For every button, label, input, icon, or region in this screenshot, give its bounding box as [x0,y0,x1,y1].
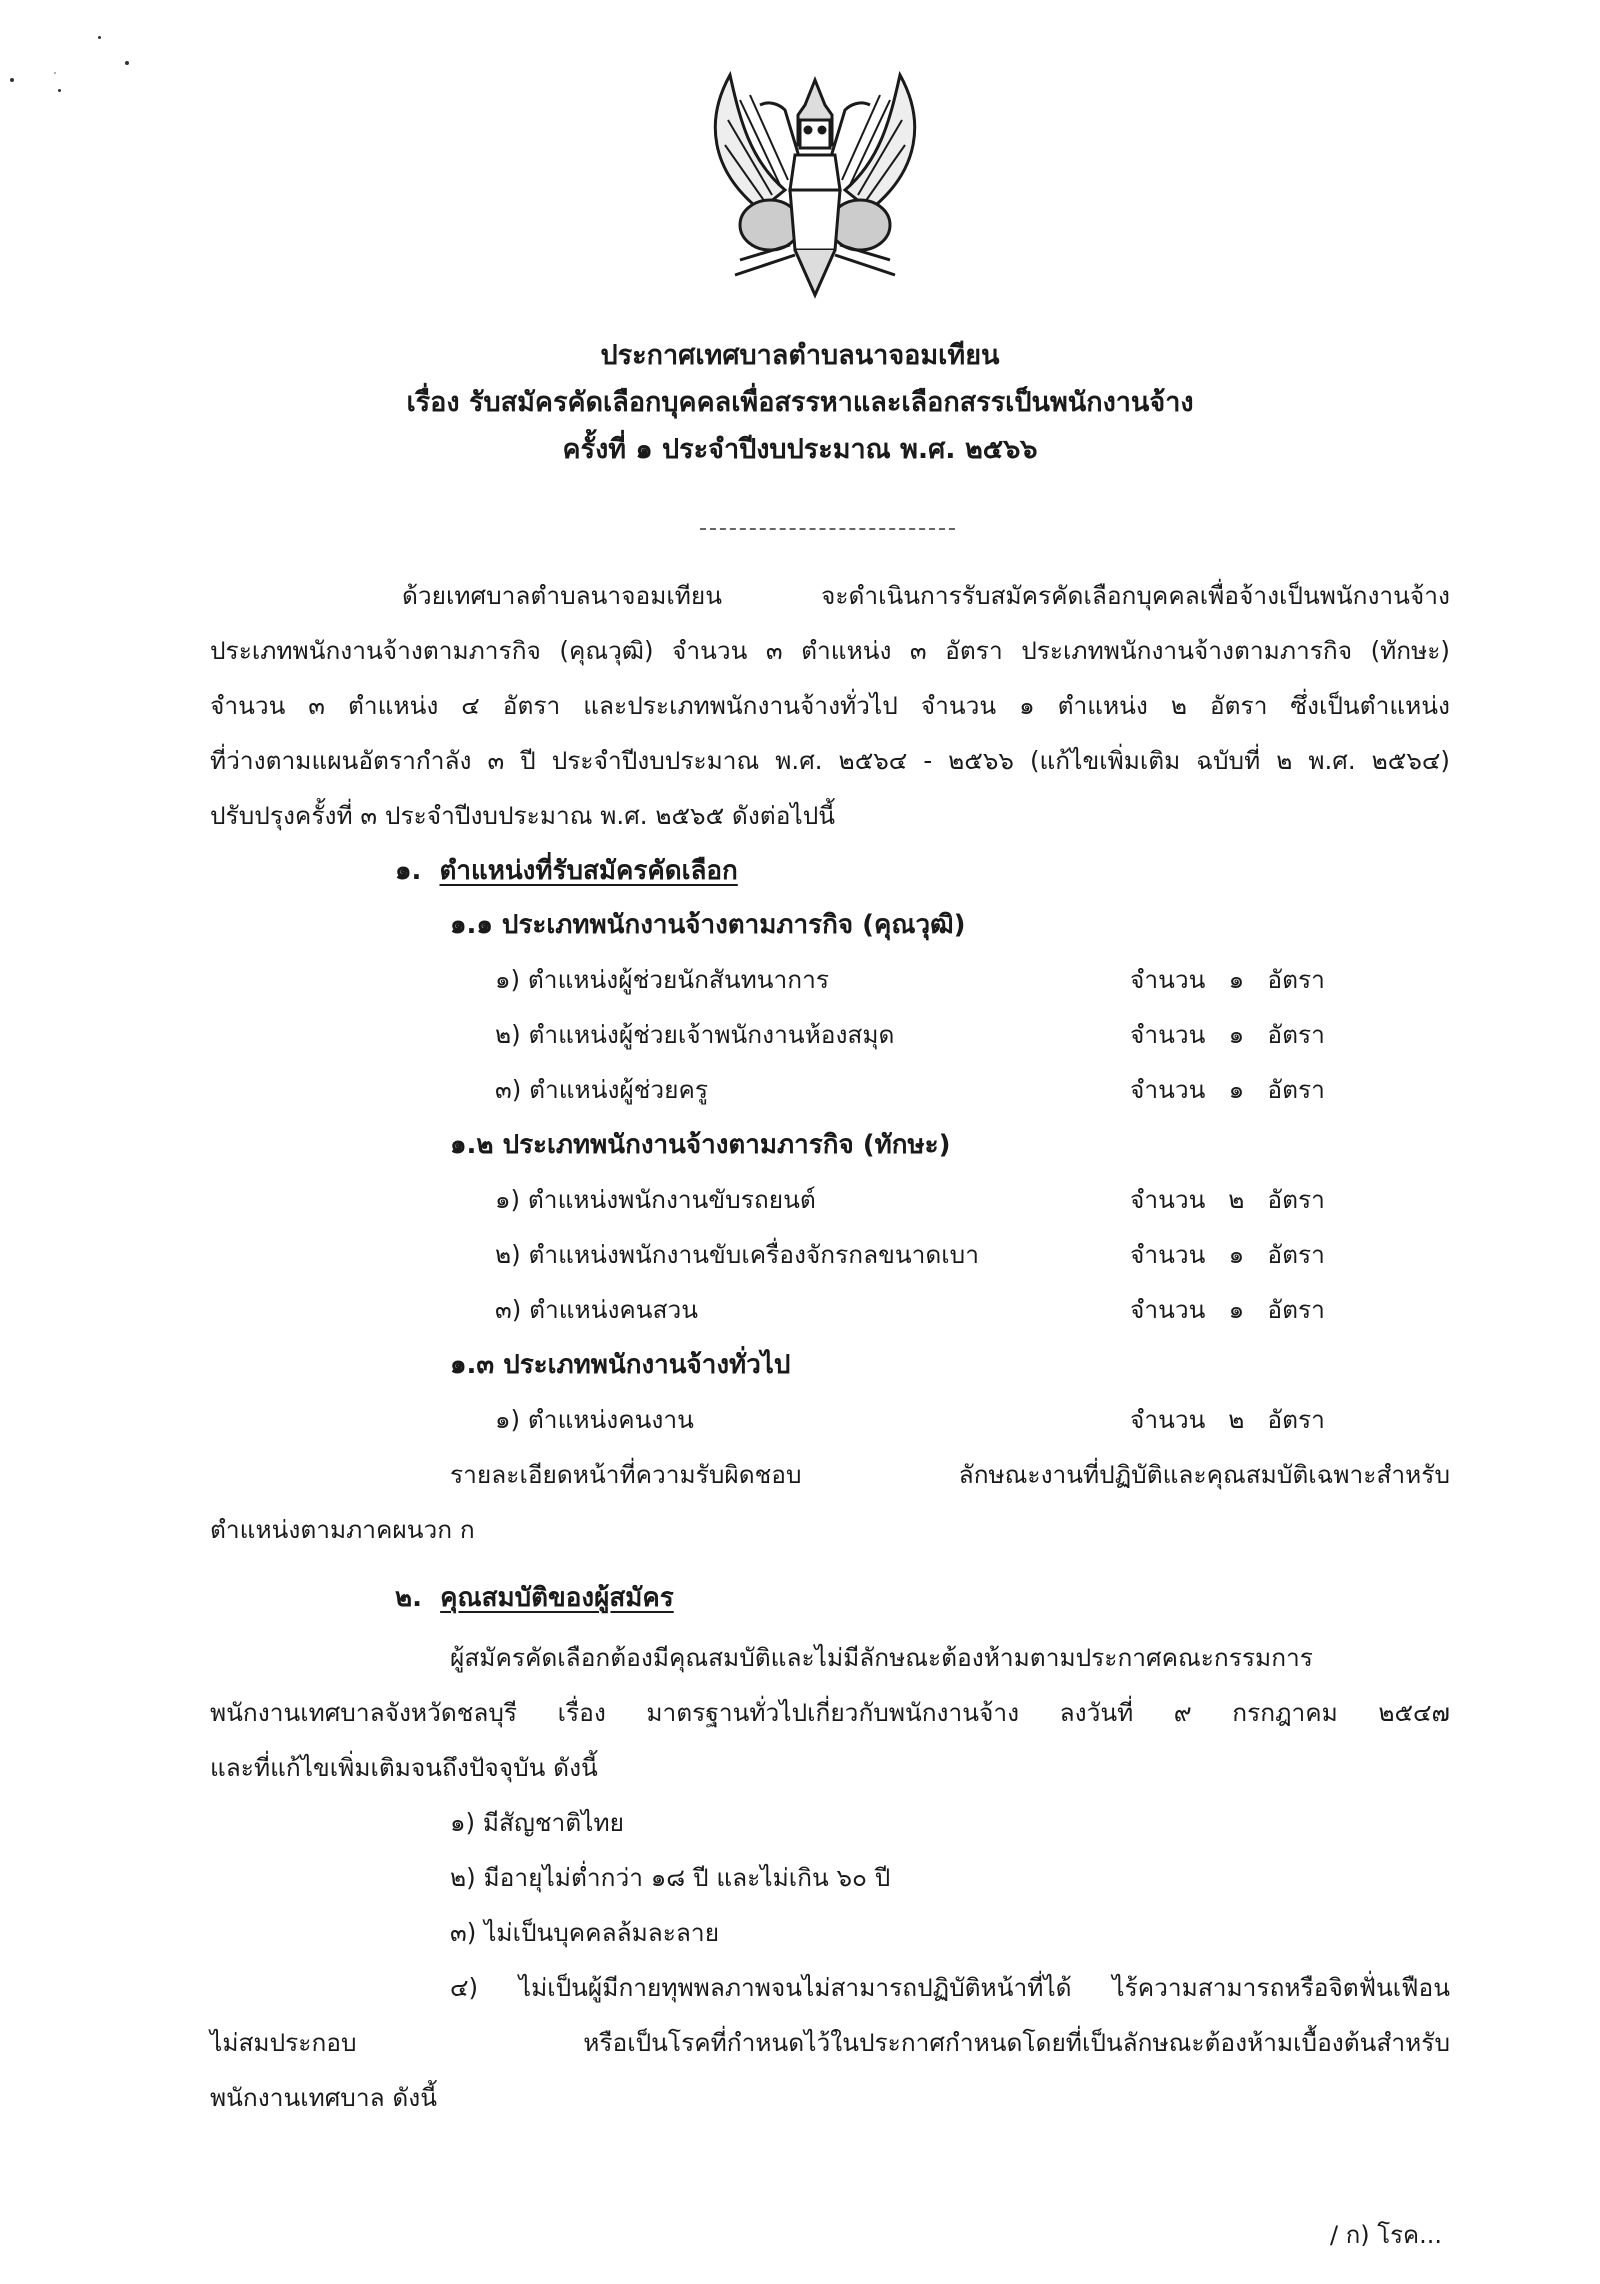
group-heading: ๑.๓ ประเภทพนักงานจ้างทั่วไป [450,1350,791,1380]
section2-heading [395,1580,674,1616]
scan-speck [10,78,14,82]
qualification-item: ๔) ไม่เป็นผู้มีกายทุพพลภาพจนไม่สามารถปฏิบัติหน้าที่ได้ ไร้ความสามารถหรือจิตฟั่นเฟือน [450,1973,1450,2002]
intro-line: ประเภทพนักงานจ้างตามภารกิจ (คุณวุฒิ) จำนวน ๓ ตำแหน่ง ๓ อัตรา ประเภทพนักงานจ้างตามภารกิจ (ทักษะ) [210,636,1450,665]
intro-line: ปรับปรุงครั้งที่ ๓ ประจำปีงบประมาณ พ.ศ. ๒๕๖๕ ดังต่อไปนี้ [210,801,836,830]
position-quantity: จำนวน ๑ อัตรา [1130,1075,1325,1104]
position-quantity: จำนวน ๑ อัตรา [1130,1295,1325,1324]
qualification-item: ๓) ไม่เป็นบุคคลล้มละลาย [450,1918,720,1947]
section1-title: ตำแหน่งที่รับสมัครคัดเลือก [439,856,738,886]
position-quantity: จำนวน ๒ อัตรา [1130,1405,1325,1434]
position-quantity: จำนวน ๑ อัตรา [1130,1240,1325,1269]
announcement-subject: เรื่อง รับสมัครคัดเลือกบุคคลเพื่อสรรหาและเลือกสรรเป็นพนักงานจ้าง [406,387,1194,418]
position-item: ๒) ตำแหน่งผู้ช่วยเจ้าพนักงานห้องสมุด [495,1020,895,1049]
qualification-item: ๒) มีอายุไม่ต่ำกว่า ๑๘ ปี และไม่เกิน ๖๐ ปี [450,1863,891,1892]
group-heading: ๑.๒ ประเภทพนักงานจ้างตามภารกิจ (ทักษะ) [450,1130,951,1160]
position-item: ๑) ตำแหน่งพนักงานขับรถยนต์ [495,1185,816,1214]
title-separator [700,528,955,530]
position-item: ๑) ตำแหน่งคนงาน [495,1405,694,1434]
qualification-item-cont: ไม่สมประกอบ หรือเป็นโรคที่กำหนดไว้ในประกาศกำหนดโดยที่เป็นลักษณะต้องห้ามเบื้องต้นสำหรับ [210,2028,1450,2057]
continuation-marker: / ก) โรค... [1330,2221,1442,2249]
intro-line: ด้วยเทศบาลตำบลนาจอมเทียน จะดำเนินการรับสมัครคัดเลือกบุคคลเพื่อจ้างเป็นพนักงานจ้าง [402,581,1450,610]
scan-speck [98,36,101,39]
section2-paragraph: และที่แก้ไขเพิ่มเติมจนถึงปัจจุบัน ดังนี้ [210,1753,598,1782]
position-quantity: จำนวน ๒ อัตรา [1130,1185,1325,1214]
section1-note: ตำแหน่งตามภาคผนวก ก [210,1515,475,1544]
section1-heading [395,853,738,889]
scan-speck [58,89,61,92]
position-item: ๑) ตำแหน่งผู้ช่วยนักสันทนาการ [495,965,830,994]
qualification-item-cont: พนักงานเทศบาล ดังนี้ [210,2083,438,2112]
intro-line: ที่ว่างตามแผนอัตรากำลัง ๓ ปี ประจำปีงบประมาณ พ.ศ. ๒๕๖๔ - ๒๕๖๖ (แก้ไขเพิ่มเติม ฉบับที่ ๒ พ.ศ. ๒๕๖๔) [210,746,1450,775]
scan-speck [54,72,56,74]
group-heading: ๑.๑ ประเภทพนักงานจ้างตามภารกิจ (คุณวุฒิ) [450,910,966,940]
position-item: ๓) ตำแหน่งผู้ช่วยครู [495,1075,709,1104]
intro-line: จำนวน ๓ ตำแหน่ง ๔ อัตรา และประเภทพนักงานจ้างทั่วไป จำนวน ๑ ตำแหน่ง ๒ อัตรา ซึ่งเป็นตำแหน่ง [210,691,1450,720]
position-item: ๒) ตำแหน่งพนักงานขับเครื่องจักรกลขนาดเบา [495,1240,979,1269]
position-item: ๓) ตำแหน่งคนสวน [495,1295,699,1324]
scan-speck [125,61,129,65]
section2-paragraph: พนักงานเทศบาลจังหวัดชลบุรี เรื่อง มาตรฐานทั่วไปเกี่ยวกับพนักงานจ้าง ลงวันที่ ๙ กรกฎาคม ๒๕๔๗ [210,1698,1450,1727]
announcement-round: ครั้งที่ ๑ ประจำปีงบประมาณ พ.ศ. ๒๕๖๖ [562,434,1038,465]
qualification-item: ๑) มีสัญชาติไทย [450,1808,625,1837]
section1-note: รายละเอียดหน้าที่ความรับผิดชอบ ลักษณะงานที่ปฏิบัติและคุณสมบัติเฉพาะสำหรับ [450,1460,1450,1489]
section2-title: คุณสมบัติของผู้สมัคร [440,1583,674,1613]
position-quantity: จำนวน ๑ อัตรา [1130,1020,1325,1049]
position-quantity: จำนวน ๑ อัตรา [1130,965,1325,994]
announcement-title: ประกาศเทศบาลตำบลนาจอมเทียน [600,340,1000,371]
section2-paragraph: ผู้สมัครคัดเลือกต้องมีคุณสมบัติและไม่มีลักษณะต้องห้ามตามประกาศคณะกรรมการ [450,1643,1313,1672]
section1-number: ๑. [395,856,422,886]
garuda-emblem-icon [700,60,930,300]
section2-number: ๒. [395,1583,423,1613]
